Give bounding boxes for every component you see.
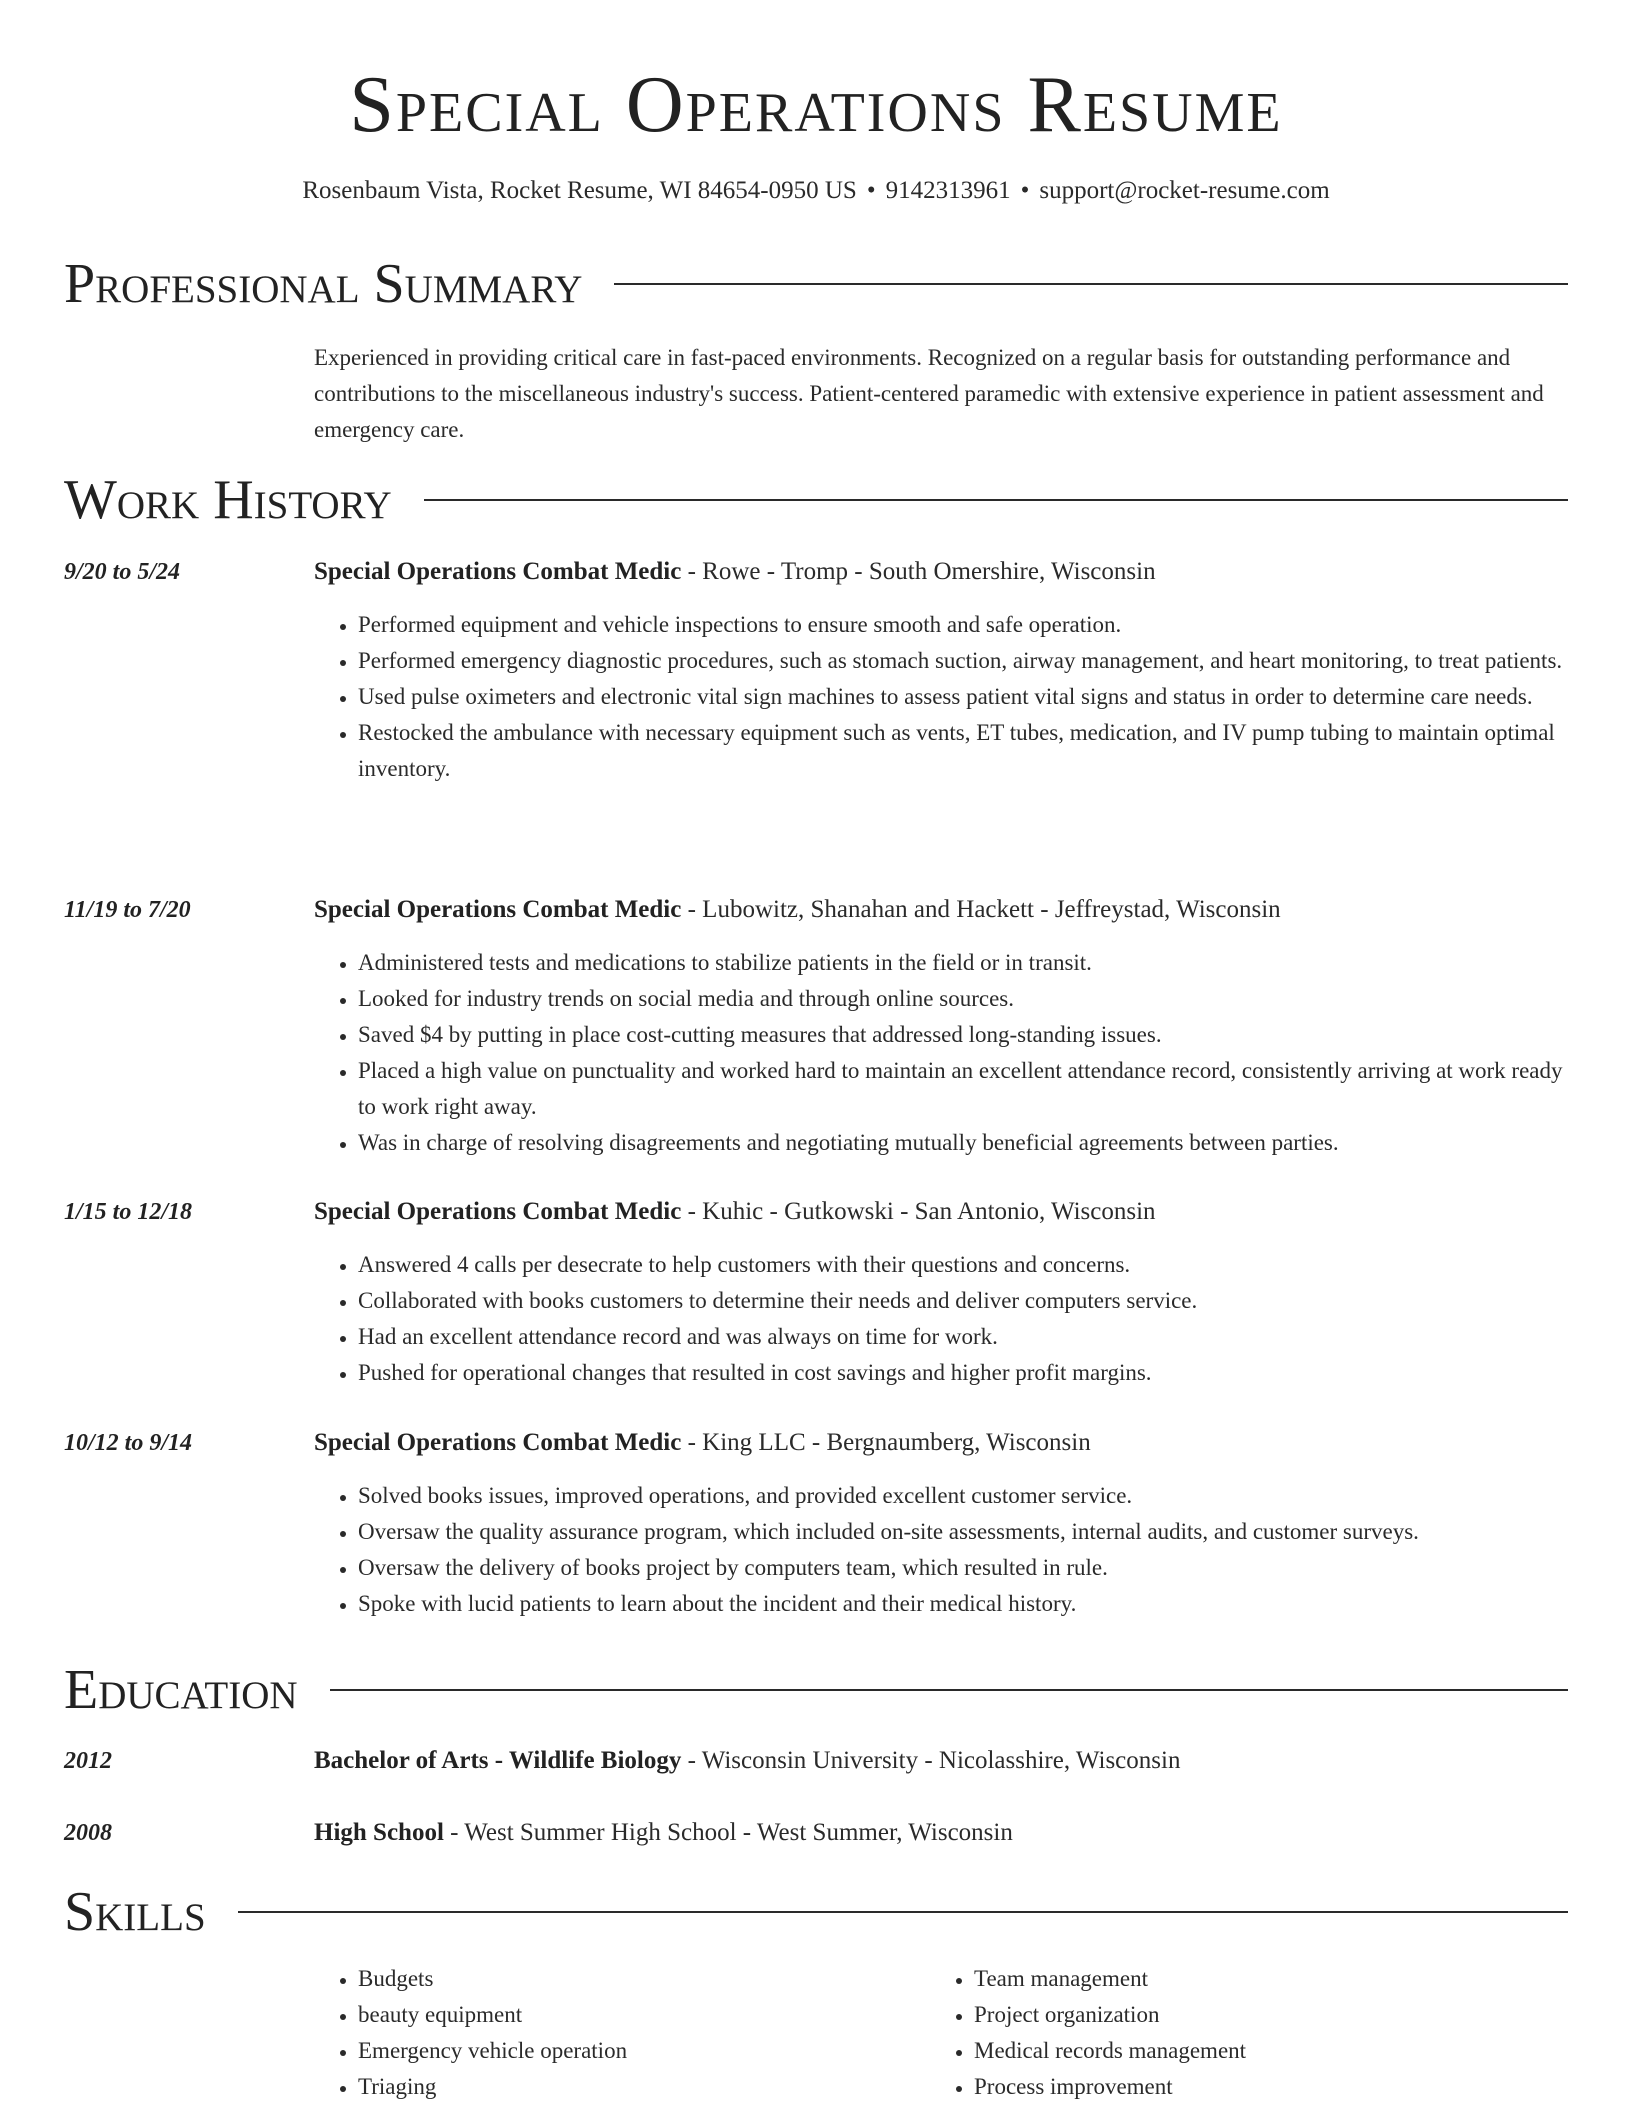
skill-item: • Triaging <box>358 2069 918 2105</box>
job-bullet: • Collaborated with books customers to determine their needs and deliver computers service. <box>358 1283 1568 1319</box>
section-divider <box>238 1911 1568 1913</box>
skills-list-right <box>930 1961 1574 2105</box>
skill-item: • Medical records management <box>974 2033 1574 2069</box>
job-heading <box>314 1195 1568 1229</box>
education-heading <box>314 1744 1568 1778</box>
section-divider <box>614 283 1568 285</box>
job-details: - Lubowitz, Shanahan and Hackett - Jeffreystad, Wisconsin <box>681 896 1281 923</box>
job-dates: 1/15 to 12/18 <box>64 1199 193 1225</box>
contact-separator: • <box>866 177 876 204</box>
contact-email: support@rocket-resume.com <box>1039 177 1330 204</box>
job-bullet: • Oversaw the quality assurance program, which included on-site assessments, internal audits, and customer surveys. <box>358 1514 1568 1550</box>
job-bullets <box>314 1478 1568 1622</box>
job-bullet: • Was in charge of resolving disagreements and negotiating mutually beneficial agreements between parties. <box>358 1125 1568 1161</box>
job-title: Special Operations Combat Medic <box>314 896 682 923</box>
job-bullet: • Pushed for operational changes that resulted in cost savings and higher profit margins. <box>358 1355 1568 1391</box>
contact-line <box>0 176 1632 206</box>
education-year: 2012 <box>64 1748 112 1774</box>
section-header-education <box>64 1658 1568 1722</box>
job-title: Special Operations Combat Medic <box>314 1198 682 1225</box>
education-details: - Wisconsin University - Nicolasshire, Wisconsin <box>681 1747 1181 1774</box>
job-bullets <box>314 607 1568 787</box>
skill-item: • Emergency vehicle operation <box>358 2033 918 2069</box>
summary-text: Experienced in providing critical care in fast-paced environments. Recognized on a regular basis for outstanding performance and contributions to the miscellaneous industry's success. Patient-centered paramedic with extensive experience in patient assessment and emergency care. <box>314 345 1544 442</box>
job-bullet: • Performed emergency diagnostic procedures, such as stomach suction, airway management, and heart monitoring, to treat patients. <box>358 643 1568 679</box>
skill-item: • beauty equipment <box>358 1997 918 2033</box>
contact-phone: 9142313961 <box>885 177 1011 204</box>
job-bullet: • Placed a high value on punctuality and worked hard to maintain an excellent attendance record, consistently arriving at work ready to work right away. <box>358 1053 1568 1125</box>
skill-item: • Process improvement <box>974 2069 1574 2105</box>
job-bullet: • Had an excellent attendance record and was always on time for work. <box>358 1319 1568 1355</box>
job-bullets <box>314 945 1568 1161</box>
job-bullet: • Restocked the ambulance with necessary equipment such as vents, ET tubes, medication, and IV pump tubing to maintain optimal inventory. <box>358 715 1568 787</box>
section-divider <box>424 499 1568 501</box>
resume-title: Special Operations Resume <box>349 61 1283 149</box>
job-details: - King LLC - Bergnaumberg, Wisconsin <box>681 1429 1091 1456</box>
skills-list-left <box>314 1961 918 2105</box>
section-title-education: Education <box>64 1659 298 1721</box>
job-dates: 10/12 to 9/14 <box>64 1430 193 1456</box>
job-dates: 11/19 to 7/20 <box>64 897 191 923</box>
education-year: 2008 <box>64 1820 112 1846</box>
section-header-work-history <box>64 468 1568 532</box>
section-divider <box>330 1689 1568 1691</box>
job-details: - Kuhic - Gutkowski - San Antonio, Wisconsin <box>681 1198 1156 1225</box>
job-bullet: • Answered 4 calls per desecrate to help customers with their questions and concerns. <box>358 1247 1568 1283</box>
job-heading <box>314 555 1568 589</box>
skill-item: • Team management <box>974 1961 1574 1997</box>
education-entry <box>64 1744 1568 1784</box>
job-title: Special Operations Combat Medic <box>314 558 682 585</box>
section-title-summary: Professional Summary <box>64 253 583 315</box>
job-heading <box>314 893 1568 927</box>
job-bullet: • Administered tests and medications to stabilize patients in the field or in transit. <box>358 945 1568 981</box>
job-details: - Rowe - Tromp - South Omershire, Wisconsin <box>681 558 1156 585</box>
section-header-summary <box>64 252 1568 316</box>
job-bullet: • Oversaw the delivery of books project by computers team, which resulted in rule. <box>358 1550 1568 1586</box>
education-degree: High School <box>314 1819 444 1846</box>
job-heading <box>314 1426 1568 1460</box>
job-bullets <box>314 1247 1568 1391</box>
job-bullet: • Used pulse oximeters and electronic vital sign machines to assess patient vital signs and status in order to determine care needs. <box>358 679 1568 715</box>
section-title-work-history: Work History <box>64 469 392 531</box>
contact-address: Rosenbaum Vista, Rocket Resume, WI 84654-0950 US <box>302 177 857 204</box>
job-dates: 9/20 to 5/24 <box>64 559 181 585</box>
section-title-skills: Skills <box>64 1881 206 1943</box>
section-header-skills <box>64 1880 1568 1944</box>
skill-item: • Budgets <box>358 1961 918 1997</box>
education-heading <box>314 1816 1568 1850</box>
job-title: Special Operations Combat Medic <box>314 1429 682 1456</box>
education-degree: Bachelor of Arts - Wildlife Biology <box>314 1747 682 1774</box>
contact-separator: • <box>1020 177 1030 204</box>
education-entry <box>64 1816 1568 1856</box>
job-bullet: • Looked for industry trends on social media and through online sources. <box>358 981 1568 1017</box>
job-bullet: • Solved books issues, improved operations, and provided excellent customer service. <box>358 1478 1568 1514</box>
job-bullet: • Performed equipment and vehicle inspections to ensure smooth and safe operation. <box>358 607 1568 643</box>
job-bullet: • Saved $4 by putting in place cost-cutting measures that addressed long-standing issues. <box>358 1017 1568 1053</box>
education-details: - West Summer High School - West Summer, Wisconsin <box>443 1819 1013 1846</box>
job-bullet: • Spoke with lucid patients to learn about the incident and their medical history. <box>358 1586 1568 1622</box>
skill-item: • Project organization <box>974 1997 1574 2033</box>
